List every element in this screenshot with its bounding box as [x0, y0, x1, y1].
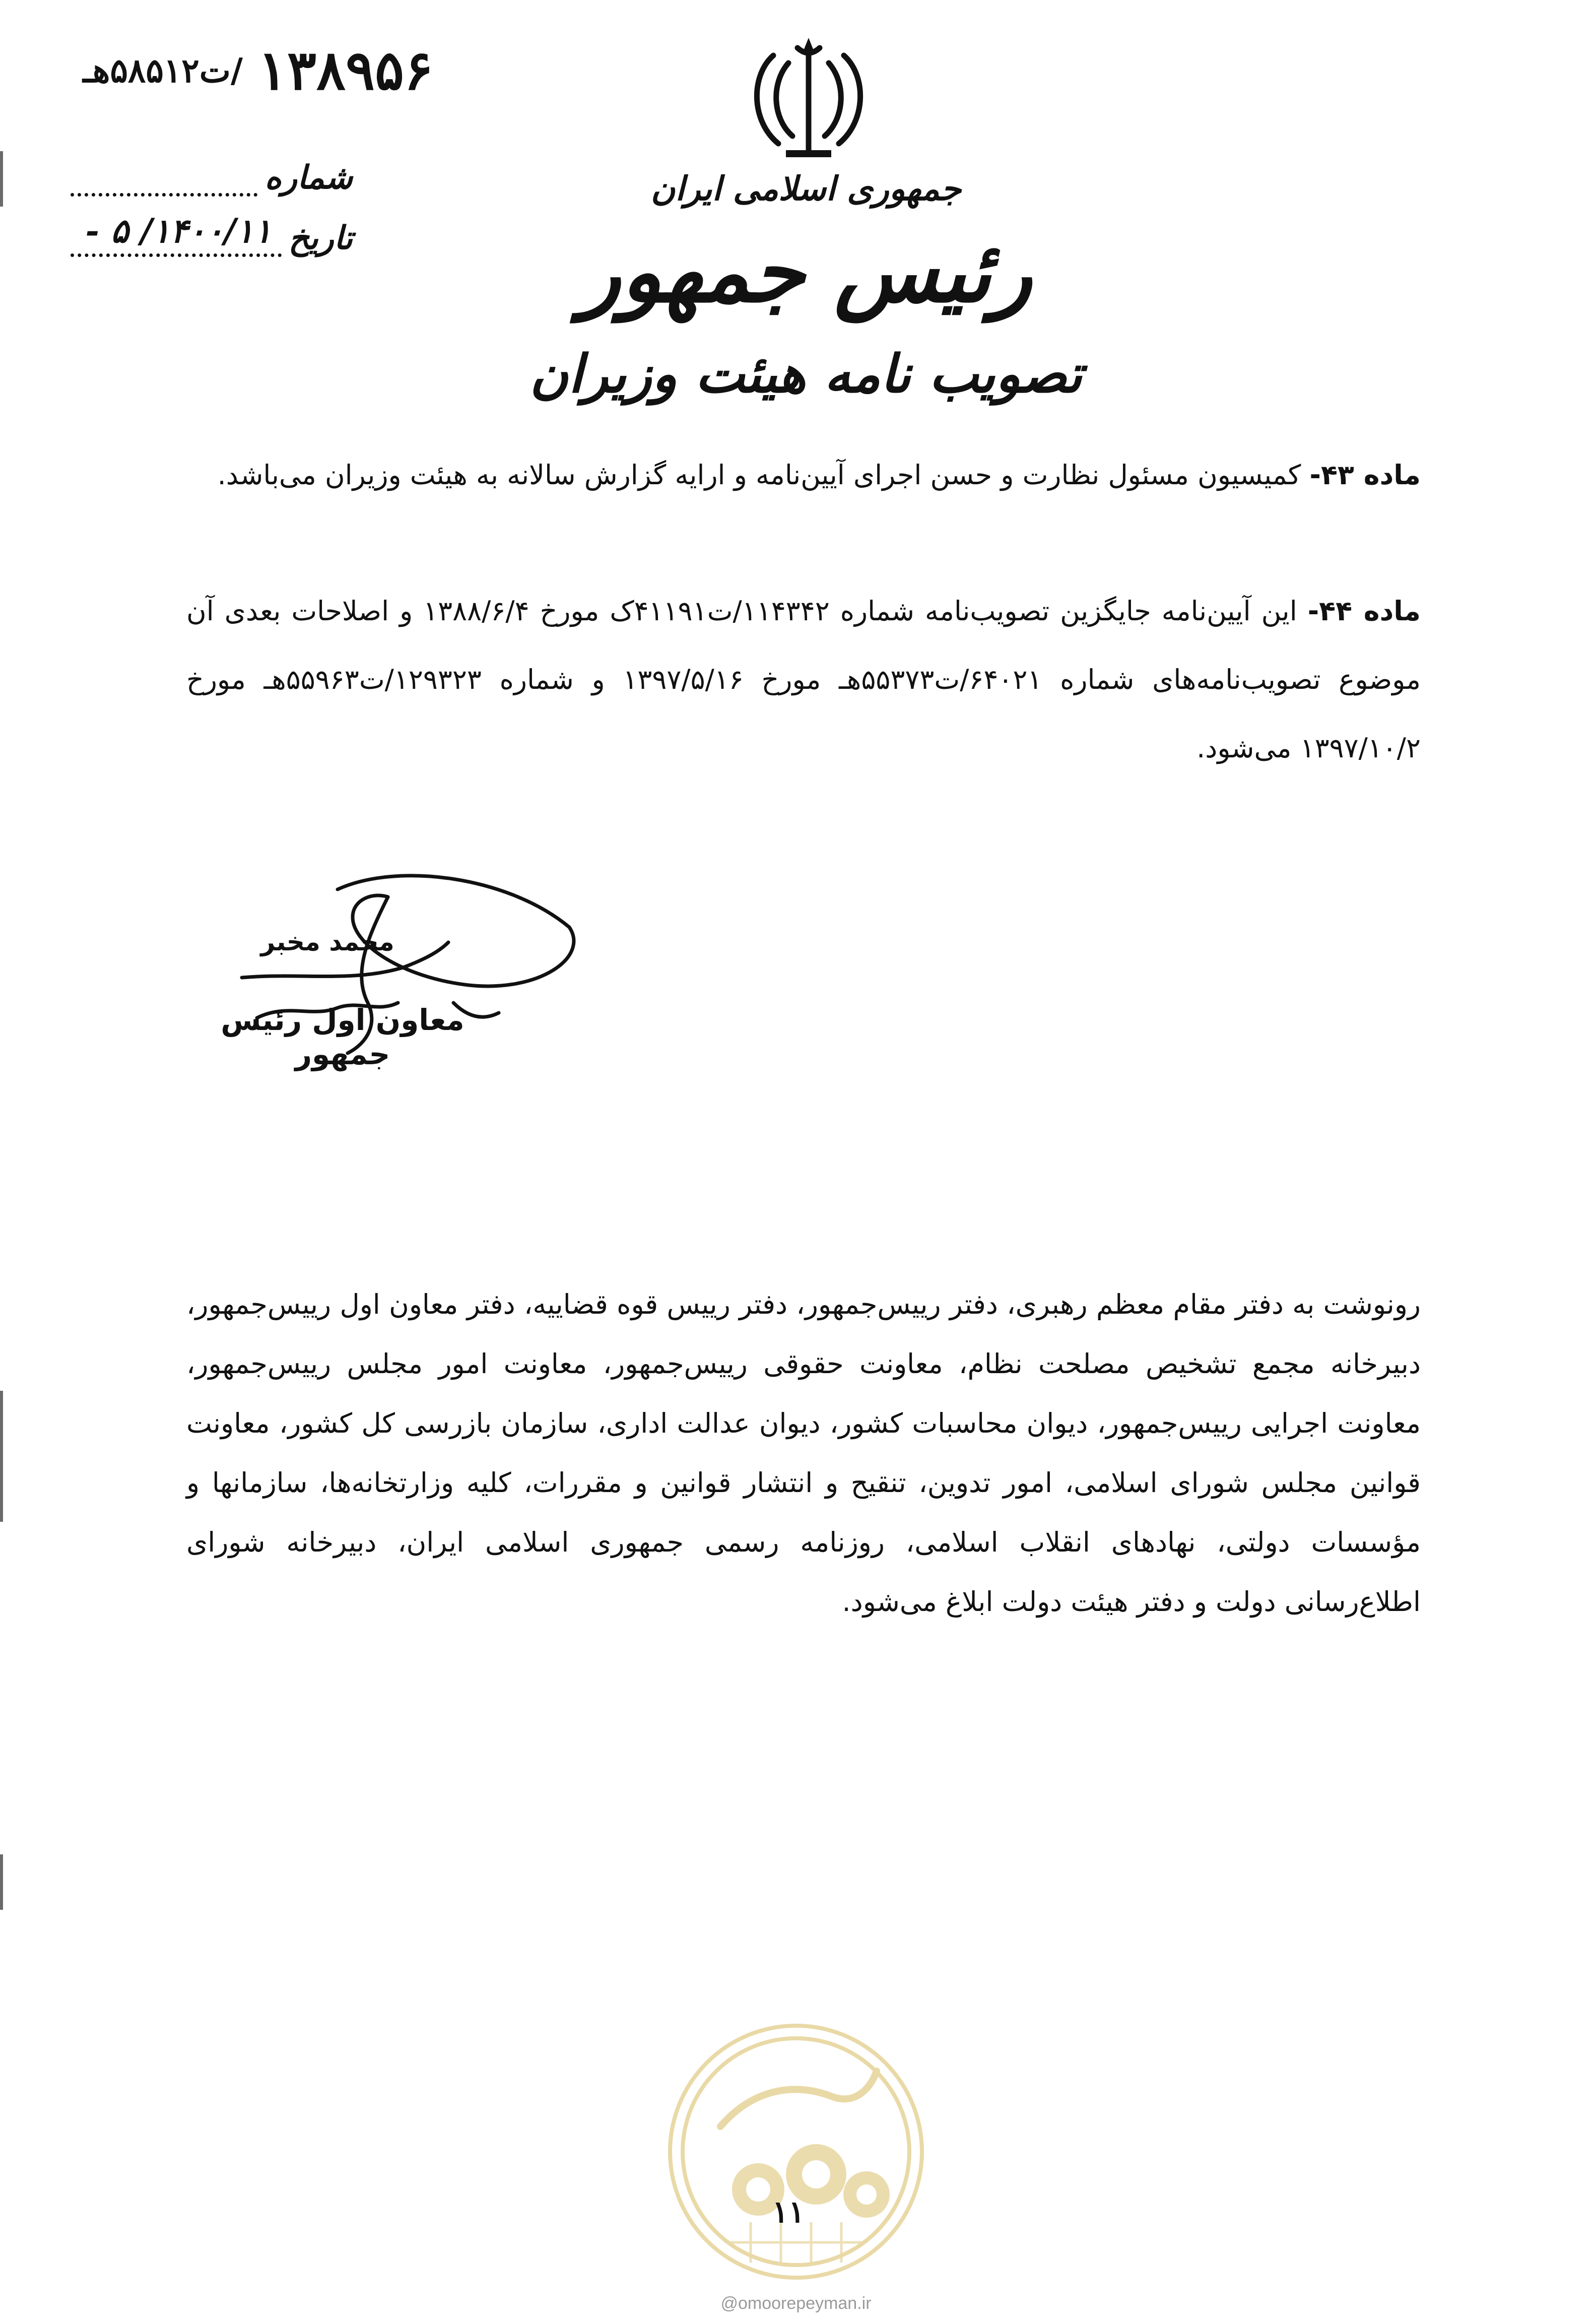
page-number: ۱۱: [772, 2195, 805, 2230]
scan-edge-mark: [0, 151, 3, 207]
emblem-icon: [738, 35, 879, 166]
signer-title: معاون اول رئیس جمهور: [221, 1003, 464, 1071]
site-url: @omoorepeyman.ir: [720, 2294, 872, 2313]
article-43: [186, 441, 1421, 509]
distribution-list: رونوشت به دفتر مقام معظم رهبری، دفتر رییس‌جمهور، دفتر رییس قوه قضاییه، دفتر معاون اول رییس‌جمهور، دبیرخانه مجمع تشخیص مصلحت نظام، معاونت حقوقی رییس‌جمهور، معاونت امور مجلس رییس‌جمهور، معاونت اجرایی رییس‌جمهور، دیوان محاسبات کشور، دیوان عدالت اداری، سازمان بازرسی کل کشور، معاونت قوانین مجلس شورای اسلامی، امور تدوین، تنقیح و انتشار قوانین و مقررات، کلیه وزارتخانه‌ها، سازمانها و مؤسسات دولتی، نهادهای انقلاب اسلامی، روزنامه رسمی جمهوری اسلامی ایران، دبیرخانه شورای اطلاع‌رسانی دولت و دفتر هیئت دولت ابلاغ می‌شود.: [186, 1288, 1421, 1618]
date-row: [71, 212, 353, 257]
article-44: [186, 577, 1421, 783]
date-label: تاریخ: [288, 219, 353, 257]
government-name: جمهوری اسلامی ایران: [650, 169, 962, 208]
document-type-title: تصویب نامه هیئت وزیران: [529, 343, 1083, 405]
date-dotted-line: [71, 211, 282, 257]
article-text: کمیسیون مسئول نظارت و حسن اجرای آیین‌نامه و ارایه گزارش سالانه به هیئت وزیران می‌باشد.: [217, 459, 1301, 491]
scan-edge-mark: [0, 1391, 3, 1522]
registration-code: /ت۵۸۵۱۲هـ: [83, 51, 243, 90]
article-heading: ماده ۴۴-: [1307, 595, 1421, 627]
number-label: شماره: [264, 159, 353, 197]
article-heading: ماده ۴۳-: [1309, 459, 1421, 491]
date-value: ۱۴۰۰/۱۱/ ۵ -: [85, 211, 272, 250]
watermark-logo-icon: [665, 2021, 927, 2283]
article-text: این آیین‌نامه جایگزین تصویب‌نامه شماره ۱۱۴۳۴۲/ت۴۱۱۹۱ک مورخ ۱۳۸۸/۶/۴ و اصلاحات بعدی آن موضوع تصویب‌نامه‌های شماره ۶۴۰۲۱/ت۵۵۳۷۳هـ مورخ ۱۳۹۷/۵/۱۶ و شماره ۱۲۹۳۲۳/ت۵۵۹۶۳هـ مورخ ۱۳۹۷/۱۰/۲ می‌شود.: [186, 595, 1421, 764]
number-row: [71, 151, 353, 197]
number-dotted-line: [71, 173, 257, 197]
registration-number-value: ۱۳۸۹۵۶: [257, 39, 433, 102]
registration-number: [50, 40, 433, 101]
signer-name: محمد مخبر: [260, 927, 394, 956]
scan-edge-mark: [0, 1854, 3, 1910]
office-name: رئیس جمهور: [580, 222, 1032, 321]
